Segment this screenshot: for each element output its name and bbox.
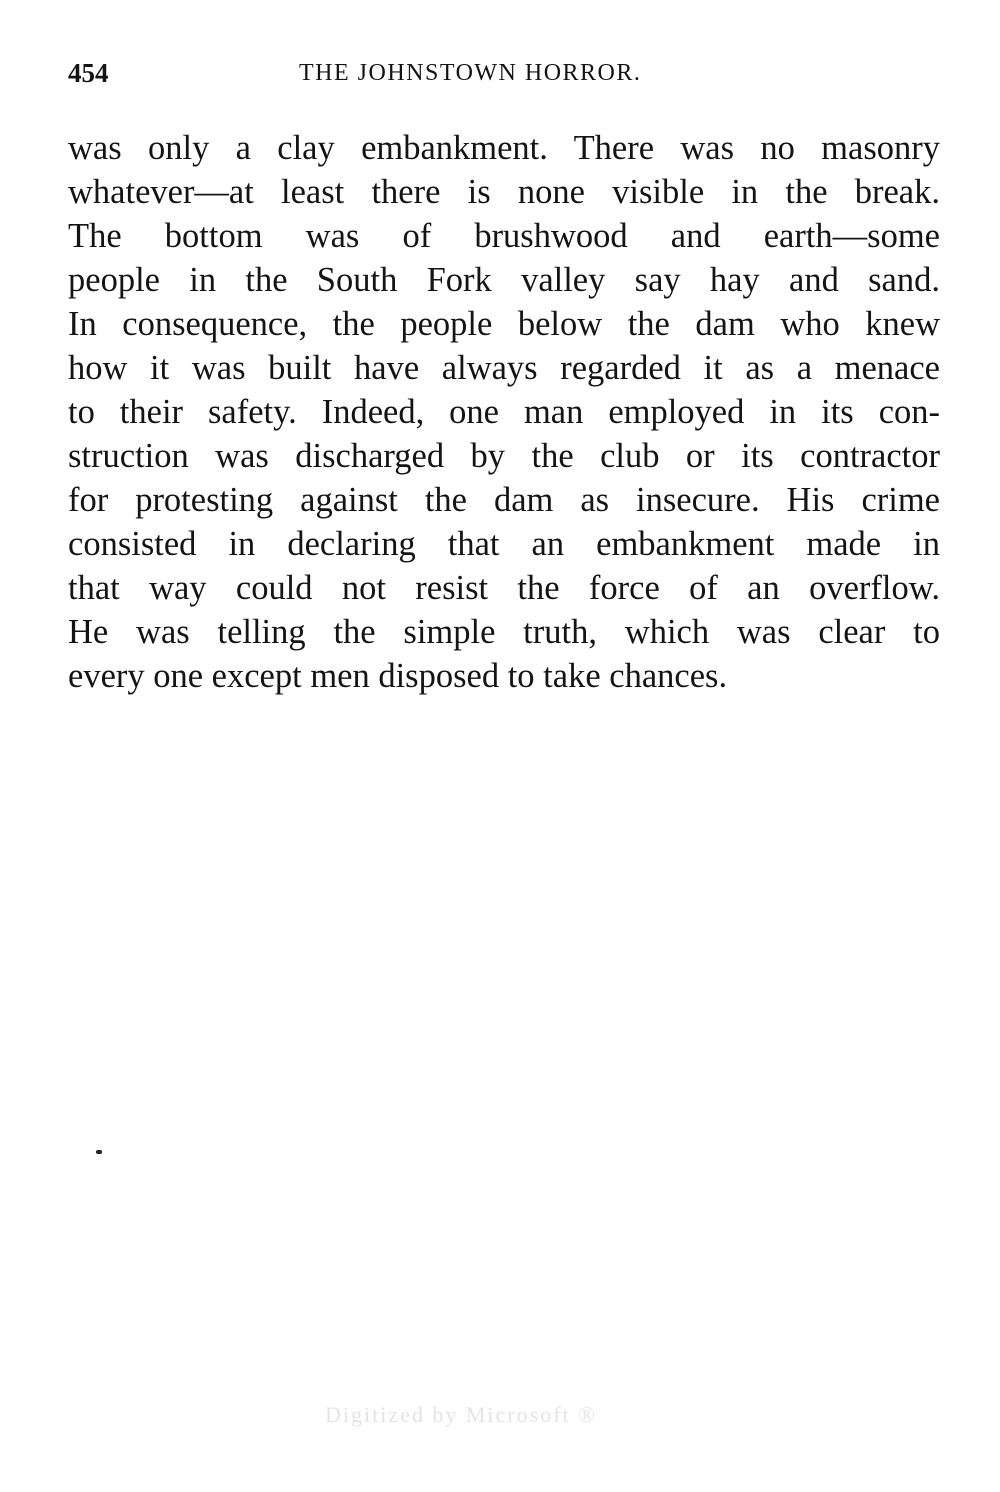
scan-watermark: Digitized by Microsoft ® (325, 1402, 597, 1427)
body-paragraph (68, 126, 940, 698)
text-line: people in the South Fork valley say hay and sand. (68, 261, 940, 299)
text-line: consisted in declaring that an embankment made in (68, 525, 940, 563)
text-line: struction was discharged by the club or its contractor (68, 437, 940, 475)
text-line: He was telling the simple truth, which was clear to (68, 613, 940, 651)
ink-speck (96, 1150, 102, 1154)
text-line: how it was built have always regarded it as a menace (68, 349, 940, 387)
text-line: In consequence, the people below the dam who knew (68, 305, 940, 343)
running-head: THE JOHNSTOWN HORROR. (299, 60, 642, 86)
text-line-last: every one except men disposed to take chances. (68, 657, 728, 695)
text-line: whatever—at least there is none visible in the break. (68, 173, 940, 211)
text-line: for protesting against the dam as insecure. His crime (68, 481, 940, 519)
text-line: that way could not resist the force of an overflow. (68, 569, 940, 607)
text-line: to their safety. Indeed, one man employed in its con- (68, 393, 940, 431)
page-header (68, 58, 940, 98)
page-number: 454 (68, 58, 109, 88)
text-line: The bottom was of brushwood and earth—some (68, 217, 940, 255)
text-line: was only a clay embankment. There was no masonry (68, 129, 940, 167)
